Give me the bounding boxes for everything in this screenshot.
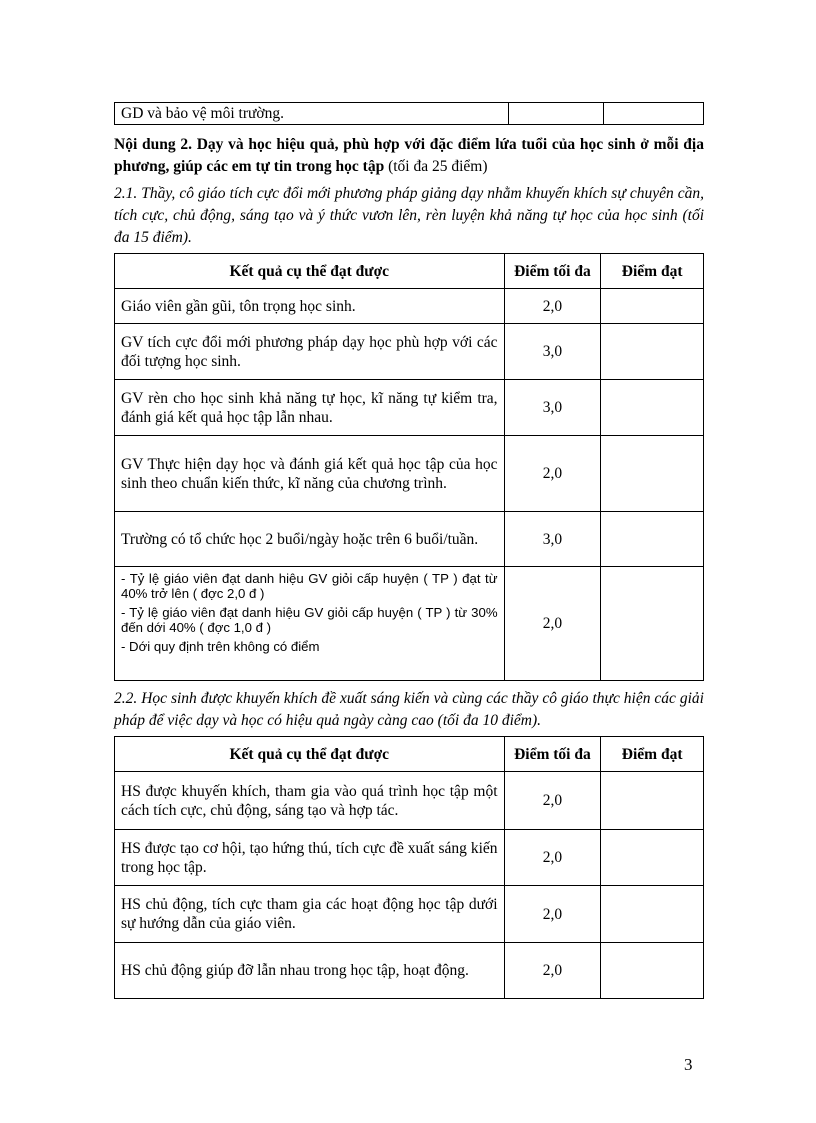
- table-row: [115, 380, 704, 436]
- teacher-ratio-below: - Dới quy định trên không có điểm: [121, 639, 320, 654]
- criterion-text: GV Thực hiện dạy học và đánh giá kết quả học tập của học sinh theo chuẩn kiến thức, kĩ năng của chương trình.: [115, 436, 505, 512]
- continuation-table: [114, 102, 704, 125]
- table-header-row: [115, 737, 704, 772]
- header-result: Kết quả cụ thể đạt được: [115, 254, 505, 289]
- criteria-table-2-1: [114, 253, 704, 681]
- table-row: [115, 567, 704, 681]
- criterion-text: HS được tạo cơ hội, tạo hứng thú, tích cực đề xuất sáng kiến trong học tập.: [115, 830, 505, 886]
- section-2-score-note: (tối đa 25 điểm): [384, 158, 488, 175]
- page-number: 3: [684, 1055, 693, 1074]
- table-header-row: [115, 254, 704, 289]
- table-row: [115, 772, 704, 830]
- header-got: Điểm đạt: [601, 737, 704, 772]
- criterion-got: [601, 943, 704, 999]
- criterion-text: HS chủ động giúp đỡ lẫn nhau trong học tập, hoạt động.: [115, 943, 505, 999]
- teacher-ratio-40: - Tỷ lệ giáo viên đạt danh hiệu GV giỏi cấp huyện ( TP ) đạt từ 40% trở lên ( đợc 2,0 đ ): [121, 571, 498, 601]
- criterion-max: 2,0: [504, 830, 601, 886]
- criterion-got: [601, 567, 704, 681]
- subsection-2-2-heading: 2.2. Học sinh được khuyến khích đề xuất sáng kiến và cùng các thầy cô giáo thực hiện các giải pháp để việc dạy và học có hiệu quả ngày càng cao (tối đa 10 điểm).: [114, 690, 704, 729]
- criterion-max: 2,0: [504, 289, 601, 324]
- criterion-max: 2,0: [504, 567, 601, 681]
- criterion-max: 3,0: [504, 380, 601, 436]
- table-row: [115, 324, 704, 380]
- criterion-got: [601, 436, 704, 512]
- criterion-got: [601, 512, 704, 567]
- criterion-got: [601, 324, 704, 380]
- teacher-ratio-30: - Tỷ lệ giáo viên đạt danh hiệu GV giỏi cấp huyện ( TP ) từ 30% đến dới 40% ( đợc 1,0 đ ): [121, 605, 498, 635]
- criterion-text: HS được khuyến khích, tham gia vào quá trình học tập một cách tích cực, chủ động, sáng tạo và hợp tác.: [115, 772, 505, 830]
- criterion-text: Giáo viên gần gũi, tôn trọng học sinh.: [115, 289, 505, 324]
- header-max: Điểm tối đa: [504, 737, 601, 772]
- criterion-max: 2,0: [504, 943, 601, 999]
- table-row: [115, 512, 704, 567]
- continuation-max-cell: [509, 103, 604, 125]
- header-max: Điểm tối đa: [504, 254, 601, 289]
- criterion-max: 3,0: [504, 324, 601, 380]
- section-2-title: Nội dung 2. Dạy và học hiệu quả, phù hợp với đặc điểm lứa tuổi của học sinh ở mỗi địa phương, giúp các em tự tin trong học tập: [114, 136, 704, 175]
- header-result: Kết quả cụ thể đạt được: [115, 737, 505, 772]
- table-row: [115, 830, 704, 886]
- criterion-text: GV tích cực đổi mới phương pháp dạy học phù hợp với các đối tượng học sinh.: [115, 324, 505, 380]
- criterion-max: 3,0: [504, 512, 601, 567]
- criterion-text: GV rèn cho học sinh khả năng tự học, kĩ năng tự kiểm tra, đánh giá kết quả học tập lẫn nhau.: [115, 380, 505, 436]
- criterion-text: Trường có tổ chức học 2 buổi/ngày hoặc trên 6 buổi/tuần.: [115, 512, 505, 567]
- criterion-text: HS chủ động, tích cực tham gia các hoạt động học tập dưới sự hướng dẫn của giáo viên.: [115, 886, 505, 943]
- criterion-got: [601, 886, 704, 943]
- table-row: [115, 289, 704, 324]
- continuation-got-cell: [603, 103, 703, 125]
- criterion-max: 2,0: [504, 772, 601, 830]
- criterion-got: [601, 772, 704, 830]
- criterion-got: [601, 289, 704, 324]
- subsection-2-1-heading: 2.1. Thầy, cô giáo tích cực đổi mới phương pháp giảng dạy nhằm khuyến khích sự chuyên cần, tích cực, chủ động, sáng tạo và ý thức vươn lên, rèn luyện khả năng tự học của học sinh (tối đa 15 điểm).: [114, 185, 704, 246]
- header-got: Điểm đạt: [601, 254, 704, 289]
- criterion-max: 2,0: [504, 886, 601, 943]
- section-2-heading: [114, 134, 704, 178]
- criterion-max: 2,0: [504, 436, 601, 512]
- criterion-text-group: [115, 567, 505, 681]
- criterion-got: [601, 380, 704, 436]
- continuation-cell: GD và bảo vệ môi trường.: [115, 103, 509, 125]
- criteria-table-2-2: [114, 736, 704, 999]
- table-row: [115, 943, 704, 999]
- criterion-got: [601, 830, 704, 886]
- table-row: [115, 436, 704, 512]
- table-row: [115, 886, 704, 943]
